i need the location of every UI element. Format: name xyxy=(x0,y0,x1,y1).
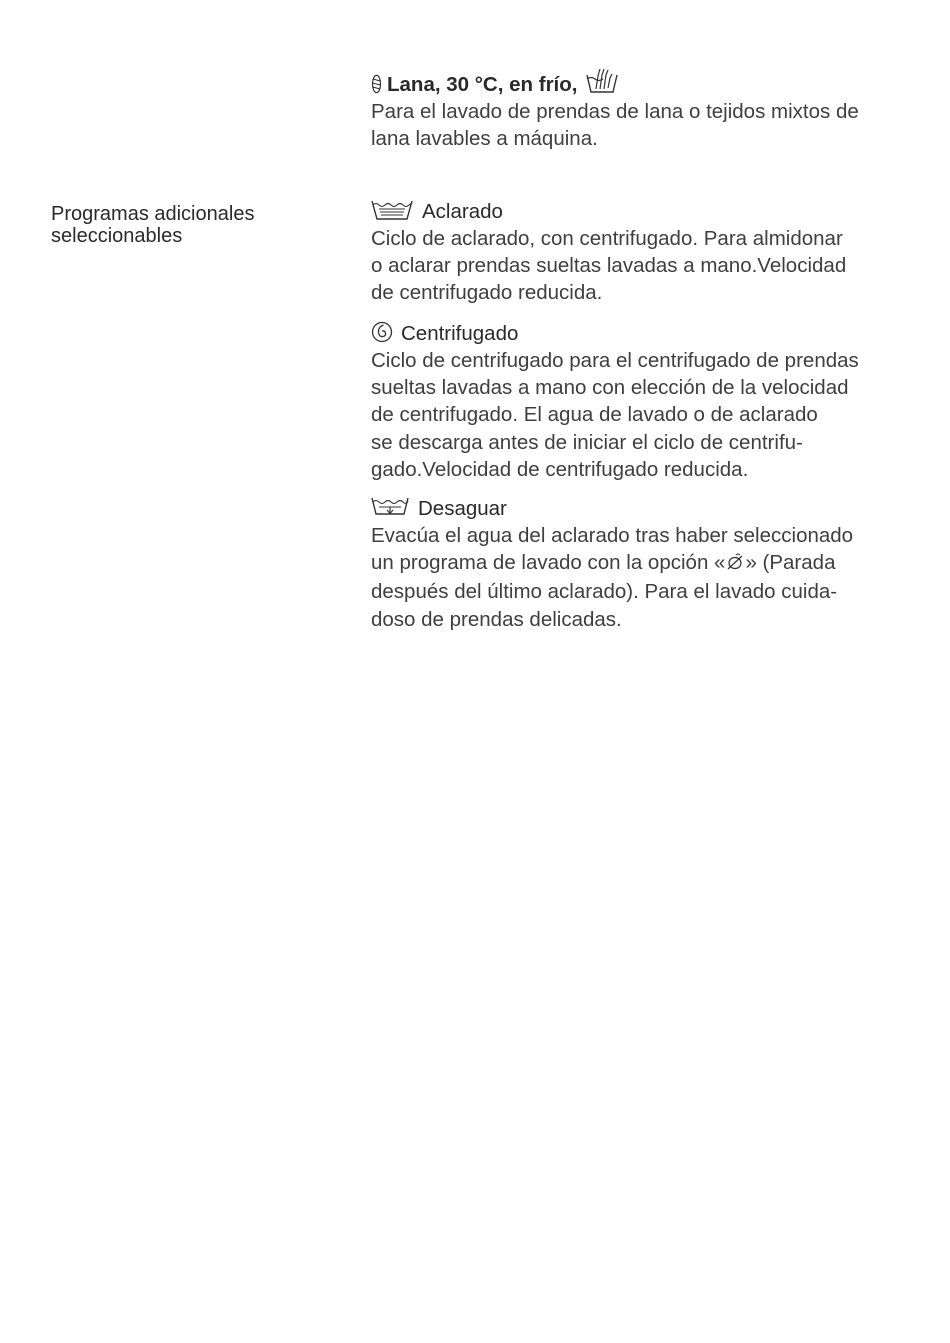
spin-icon xyxy=(371,321,393,343)
rinse-tub-icon xyxy=(371,199,413,221)
section-desaguar-title: Desaguar xyxy=(418,497,507,520)
drain-tub-icon xyxy=(371,496,409,518)
section-lana-text xyxy=(371,98,916,152)
section-desaguar xyxy=(371,495,916,633)
section-aclarado xyxy=(371,198,916,307)
section-centrifugado-title: Centrifugado xyxy=(401,322,519,345)
stop-after-rinse-icon xyxy=(726,551,744,578)
wool-skein-icon xyxy=(371,74,382,94)
sidebar-heading-line-1: Programas adicionales xyxy=(51,203,255,225)
section-desaguar-text xyxy=(371,522,916,633)
section-centrifugado-text xyxy=(371,347,916,483)
section-desaguar-line-2-start: un programa de lavado con la opción « xyxy=(371,551,726,575)
section-centrifugado xyxy=(371,320,916,483)
section-centrifugado-line-3: de centrifugado. El agua de lavado o de aclarado xyxy=(371,403,818,427)
section-aclarado-title: Aclarado xyxy=(422,200,503,223)
section-lana-title-row xyxy=(371,66,916,98)
section-desaguar-line-2-end: » (Parada xyxy=(745,551,836,575)
section-lana xyxy=(371,66,916,152)
section-desaguar-line-2 xyxy=(371,549,916,578)
section-centrifugado-title-row xyxy=(371,320,916,347)
section-desaguar-line-1: Evacúa el agua del aclarado tras haber seleccionado xyxy=(371,524,854,547)
section-lana-title: Lana, 30 °C, en frío, xyxy=(387,73,578,96)
section-desaguar-line-4: doso de prendas delicadas. xyxy=(371,607,622,631)
section-lana-line-2: lana lavables a máquina. xyxy=(371,127,598,151)
sidebar-heading-line-2: seleccionables xyxy=(51,225,183,247)
section-aclarado-text xyxy=(371,225,916,307)
section-lana-line-1: Para el lavado de prendas de lana o tejidos mixtos de xyxy=(371,100,859,123)
section-aclarado-line-1: Ciclo de aclarado, con centrifugado. Para almidonar xyxy=(371,227,843,250)
section-centrifugado-line-2: sueltas lavadas a mano con elección de la velocidad xyxy=(371,376,849,400)
section-aclarado-line-2: o aclarar prendas sueltas lavadas a mano.Velocidad xyxy=(371,254,847,278)
section-aclarado-title-row xyxy=(371,198,916,225)
section-desaguar-line-3: después del último aclarado). Para el lavado cuida- xyxy=(371,580,838,604)
section-centrifugado-line-4: se descarga antes de iniciar el ciclo de centrifu- xyxy=(371,430,803,454)
section-aclarado-line-3: de centrifugado reducida. xyxy=(371,281,603,305)
section-desaguar-title-row xyxy=(371,495,916,522)
section-centrifugado-line-5: gado.Velocidad de centrifugado reducida. xyxy=(371,457,749,481)
section-centrifugado-line-1: Ciclo de centrifugado para el centrifugado de prendas xyxy=(371,349,859,372)
sidebar-heading xyxy=(51,203,341,247)
hand-wash-icon xyxy=(585,66,619,96)
